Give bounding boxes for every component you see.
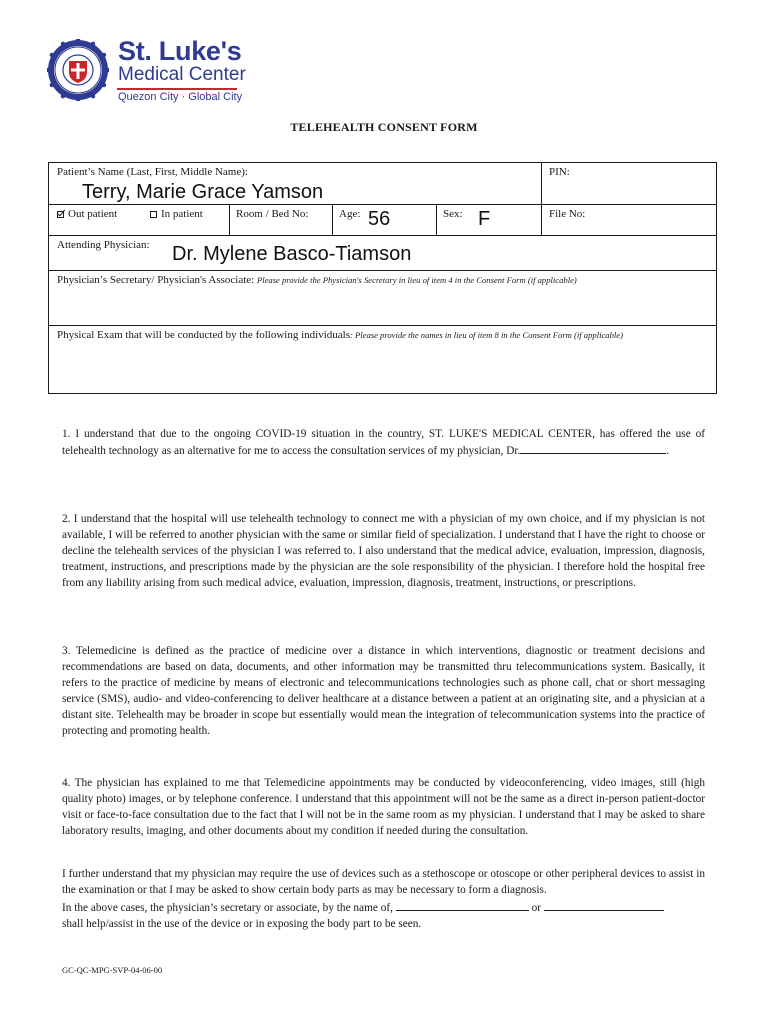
physician-name-blank — [520, 442, 666, 454]
attending-physician-value: Dr. Mylene Basco-Tiamson — [172, 243, 412, 265]
sex-label: Sex: — [443, 208, 463, 220]
paragraph-6 — [62, 899, 705, 932]
paragraph-5: I further understand that my physician may require the use of devices such as a stethoscope or otoscope or other peripheral devices to assist in the examination or that I may be asked to show certain body parts as may be necessary to form a diagnosis. — [62, 868, 705, 896]
paragraph-4: 4. The physician has explained to me that Telemedicine appointments may be conducted by videoconferencing, video images, still (high quality photo) images, or by telephone conference. I understand that this appointment will not be the same as a direct in-person patient-doctor visit or face-to-face consultation due to the fact that I will not be in the same room as my physician. I understand that I may be asked to share laboratory results, imaging, and other documents about my condition if needed during the consultation. — [62, 777, 705, 837]
exam-hint: Please provide the names in lieu of item 8 in the Consent Form (if applicable) — [355, 330, 623, 340]
secretary-label: Physician’s Secretary/ Physician's Associate: — [57, 274, 255, 286]
associate-name-blank-1 — [396, 899, 529, 911]
age-value: 56 — [368, 208, 391, 230]
sex-value: F — [478, 208, 491, 230]
outpatient-label: Out patient — [68, 208, 118, 220]
file-no-label: File No: — [549, 208, 586, 220]
paragraph-1-end: . — [666, 445, 670, 457]
paragraph-6-or: or — [531, 902, 542, 914]
associate-name-blank-2 — [544, 899, 664, 911]
patient-name-value: Terry, Marie Grace Yamson — [82, 181, 324, 203]
outpatient-option[interactable] — [57, 208, 117, 221]
inpatient-label: In patient — [161, 208, 203, 220]
age-label: Age: — [339, 208, 361, 220]
exam-field: Physical Exam that will be conducted by the following individuals: Please provide the names in lieu of item 8 in the Consent Form (if applicable) — [57, 329, 623, 341]
inpatient-option[interactable] — [150, 208, 203, 221]
paragraph-2: 2. I understand that the hospital will use telehealth technology to connect me with a physician of my own choice, and if my physician is not available, I will be referred to another physician with the same or similar field of specialization. I understand that I have the right to choose or decline the telehealth services of the physician I was referred to. I also understand that the medical advice, evaluation, impression, diagnosis, treatment, instructions, and prescriptions made by the physician are the sole responsibility of the physician. I therefore hold the hospital free from any liability arising from such medical advice, evaluation, impression, diagnosis, treatment, instructions, or prescriptions. — [62, 513, 705, 589]
paragraph-1-text: 1. I understand that due to the ongoing COVID-19 situation in the country, ST. LUKE'S MEDICAL CENTER, has offered the use of telehealth technology as an alternative for me to access the consultation services of my physician, Dr. — [62, 428, 705, 457]
paragraph-6-end: shall help/assist in the use of the device or in exposing the body part to be seen. — [62, 918, 422, 930]
form-code: GC-QC-MPG-SVP-04-06-00 — [62, 965, 163, 975]
hospital-subname: Medical Center — [118, 64, 246, 85]
hospital-name: St. Luke's — [118, 36, 242, 66]
paragraph-1 — [62, 426, 705, 459]
hospital-locations: Quezon City · Global City — [118, 91, 243, 103]
attending-physician-label: Attending Physician: — [57, 239, 150, 251]
paragraph-3: 3. Telemedicine is defined as the practice of medicine over a distance in which interventions, diagnostic or treatment decisions and recommendations are based on data, documents, and other information may be transmitted thru telecommunications system. Basically, it refers to the practice of medicine by means of electronic and telecommunications technologies such as phone call, chat or short messaging service (SMS), audio- and video-conferencing to deliver healthcare at a distance between a patient at an originating site, and a physician at a distant site. Telehealth may be broader in scope but essentially would mean the integration of telecommunication systems into the practice of protecting and promoting health. — [62, 645, 705, 737]
outpatient-checkbox[interactable] — [57, 211, 64, 218]
pin-label: PIN: — [549, 166, 570, 178]
hospital-seal-logo — [47, 39, 109, 101]
exam-label: Physical Exam that will be conducted by the following individuals — [57, 329, 350, 341]
patient-name-label: Patient’s Name (Last, First, Middle Name): — [57, 166, 248, 178]
inpatient-checkbox[interactable] — [150, 211, 157, 218]
room-bed-label: Room / Bed No: — [236, 208, 309, 220]
form-title: TELEHEALTH CONSENT FORM — [290, 120, 478, 134]
secretary-field — [57, 274, 577, 287]
secretary-hint: Please provide the Physician's Secretary in lieu of item 4 in the Consent Form (if applicable) — [256, 275, 577, 285]
paragraph-6-start: In the above cases, the physician’s secretary or associate, by the name of, — [62, 902, 393, 914]
